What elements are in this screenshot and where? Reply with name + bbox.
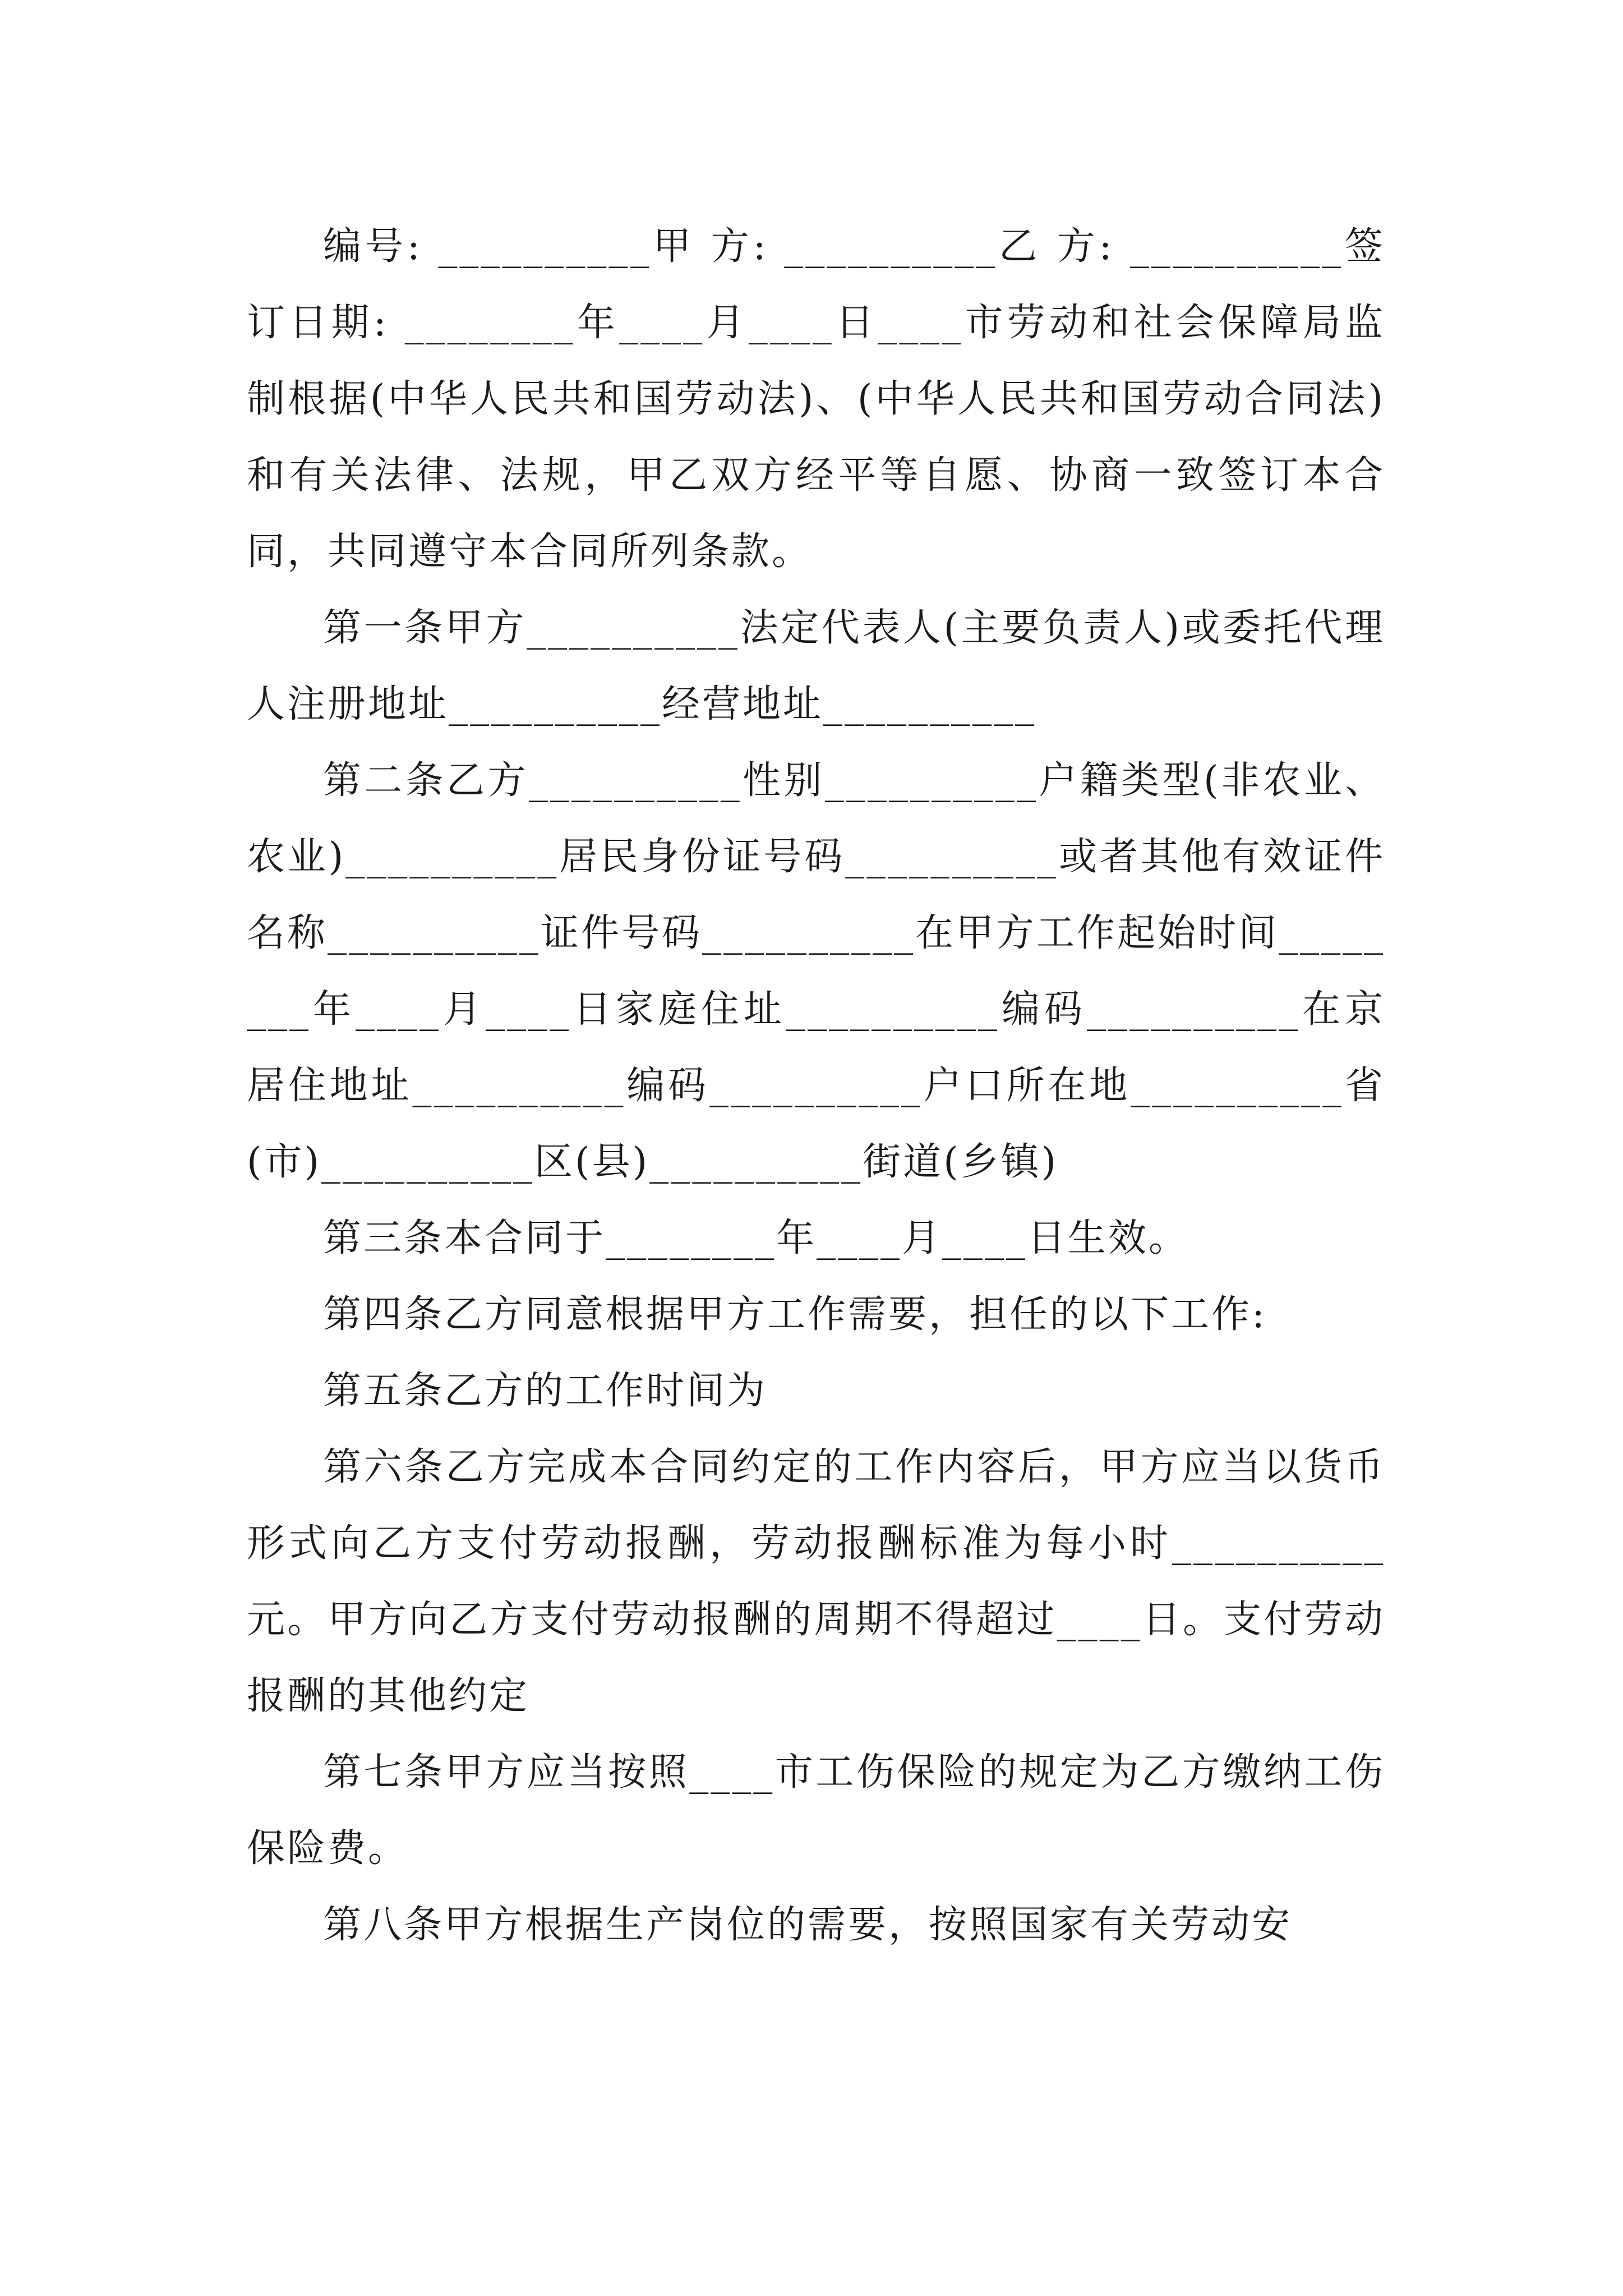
article-5-work-time: 第五条乙方的工作时间为 [323,1369,768,1413]
article-8-labor-safety: 第八条甲方根据生产岗位的需要，按照国家有关劳动安 [323,1903,1293,1947]
article-1-party-a: 第一条甲方__________法定代表人(主要负责人)或委托代理人注册地址__________经营地址__________ [247,606,1385,726]
article-2-party-b: 第二条乙方__________性别__________户籍类型(非农业、农业)__________居民身份证号码__________或者其他有效证件名称__________证件号码__________在甲方工作起始时间________年____月____日家庭住址__________编码__________在京居住地址__________编码__________户口所在地__________省(市)__________区(县)__________街道(乡镇) [247,758,1386,1184]
article-4-work-content: 第四条乙方同意根据甲方工作需要，担任的以下工作: [323,1292,1267,1337]
contract-page [247,209,1385,1963]
article-7-injury-insurance: 第七条甲方应当按照____市工伤保险的规定为乙方缴纳工伤保险费。 [247,1750,1385,1871]
article-3-effective-date: 第三条本合同于________年____月____日生效。 [323,1216,1189,1260]
article-6-remuneration: 第六条乙方完成本合同约定的工作内容后，甲方应当以货币形式向乙方支付劳动报酬，劳动报酬标准为每小时__________元。甲方向乙方支付劳动报酬的周期不得超过____日。支付劳动报酬的其他约定 [247,1445,1385,1718]
contract-preamble: 编号: __________甲 方: __________乙 方: __________签订日期: ________年____月____日____市劳动和社会保障局监制根据(中华人民共和国劳动法)、(中华人民共和国劳动合同法)和有关法律、法规，甲乙双方经平等自愿、协商一致签订本合同，共同遵守本合同所列条款。 [247,224,1385,574]
